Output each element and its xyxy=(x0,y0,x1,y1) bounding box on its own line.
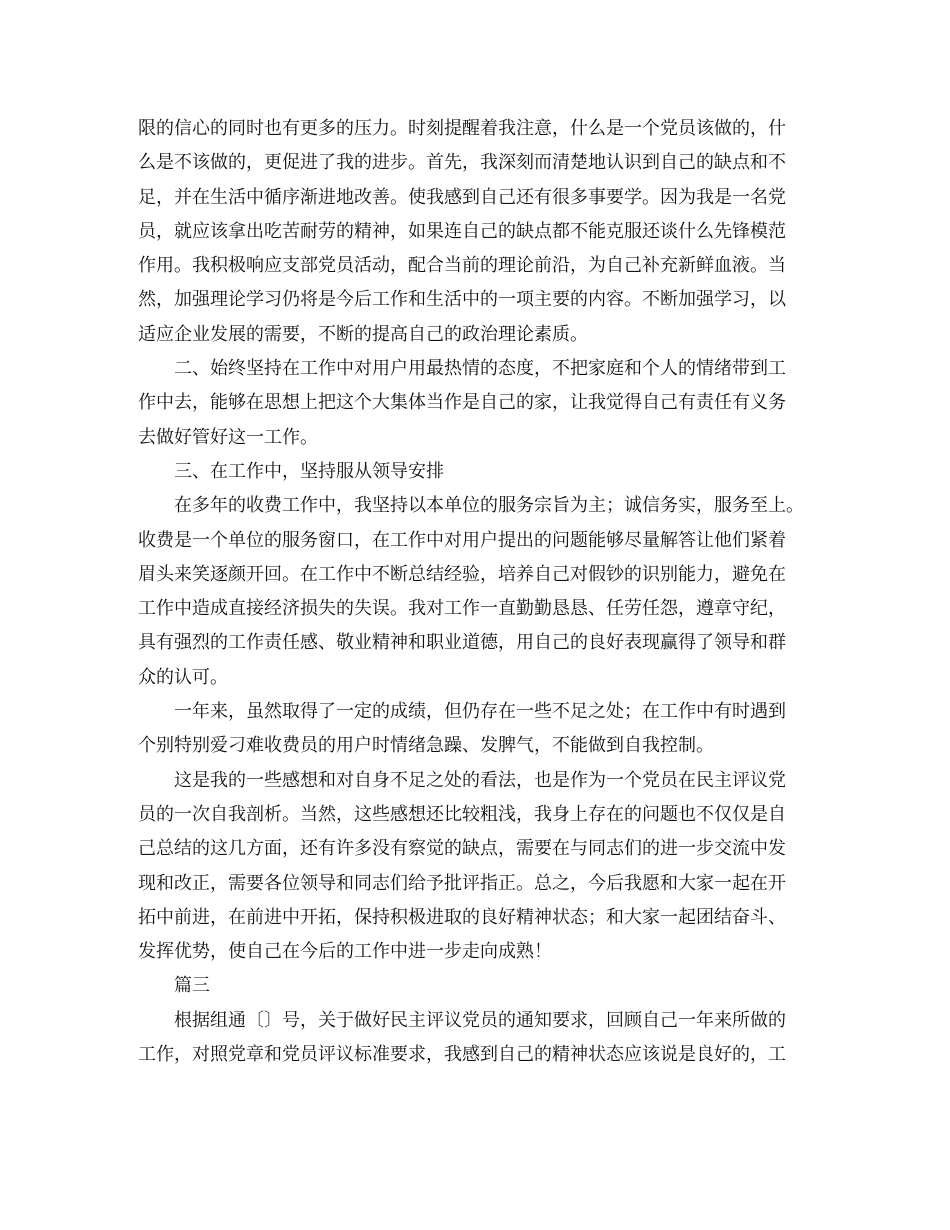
document-body xyxy=(138,112,820,1072)
text-line: 己总结的这几方面，还有许多没有察觉的缺点，需要在与同志们的进一步交流中发 xyxy=(138,838,786,860)
text-line: 然，加强理论学习仍将是今后工作和生活中的一项主要的内容。不断加强学习，以 xyxy=(138,289,786,311)
text-line: 一年来，虽然取得了一定的成绩，但仍存在一些不足之处；在工作中有时遇到 xyxy=(174,701,786,723)
text-line: 适应企业发展的需要，不断的提高自己的政治理论素质。 xyxy=(138,323,588,345)
text-line: 个别特别爱刁难收费员的用户时情绪急躁、发脾气，不能做到自我控制。 xyxy=(138,735,714,757)
text-line: 在多年的收费工作中，我坚持以本单位的服务宗旨为主；诚信务实，服务至上。 xyxy=(174,495,804,517)
text-line: 收费是一个单位的服务窗口，在工作中对用户提出的问题能够尽量解答让他们紧着 xyxy=(138,529,786,551)
text-line: 限的信心的同时也有更多的压力。时刻提醒着我注意，什么是一个党员该做的，什 xyxy=(138,118,786,139)
text-line: 发挥优势，使自己在今后的工作中进一步走向成熟！ xyxy=(138,941,552,963)
text-line: 作中去，能够在思想上把这个大集体当作是自己的家，让我觉得自己有责任有义务 xyxy=(138,392,786,414)
text-line: 根据组通〔〕号，关于做好民主评议党员的通知要求，回顾自己一年来所做的 xyxy=(174,1009,786,1031)
text-line: 眉头来笑逐颜开回。在工作中不断总结经验，培养自己对假钞的识别能力，避免在 xyxy=(138,563,786,585)
text-line: 员的一次自我剖析。当然，这些感想还比较粗浅，我身上存在的问题也不仅仅是自 xyxy=(138,803,786,825)
text-line: 拓中前进，在前进中开拓，保持积极进取的良好精神状态；和大家一起团结奋斗、 xyxy=(138,906,786,928)
text-line: 现和改正，需要各位领导和同志们给予批评指正。总之，今后我愿和大家一起在开 xyxy=(138,872,786,894)
text-line: 足，并在生活中循序渐进地改善。使我感到自己还有很多事要学。因为我是一名党 xyxy=(138,186,786,208)
text-line: 这是我的一些感想和对自身不足之处的看法，也是作为一个党员在民主评议党 xyxy=(174,769,786,791)
text-line: 众的认可。 xyxy=(138,666,228,688)
text-line: 工作，对照党章和党员评议标准要求，我感到自己的精神状态应该说是良好的，工 xyxy=(138,1044,786,1066)
text-line: 具有强烈的工作责任感、敬业精神和职业道德，用自己的良好表现赢得了领导和群 xyxy=(138,632,786,654)
text-line: 么是不该做的，更促进了我的进步。首先，我深刻而清楚地认识到自己的缺点和不 xyxy=(138,152,786,174)
text-line: 去做好管好这一工作。 xyxy=(138,426,318,448)
text-line: 三、在工作中，坚持服从领导安排 xyxy=(174,460,444,482)
text-line: 二、始终坚持在工作中对用户用最热情的态度，不把家庭和个人的情绪带到工 xyxy=(174,358,786,380)
text-line: 篇三 xyxy=(174,975,210,997)
text-line: 作用。我积极响应支部党员活动，配合当前的理论前沿，为自己补充新鲜血液。当 xyxy=(138,255,786,277)
text-line: 员，就应该拿出吃苦耐劳的精神，如果连自己的缺点都不能克服还谈什么先锋模范 xyxy=(138,220,786,242)
text-line: 工作中造成直接经济损失的失误。我对工作一直勤勤恳恳、任劳任怨，遵章守纪， xyxy=(138,598,786,620)
